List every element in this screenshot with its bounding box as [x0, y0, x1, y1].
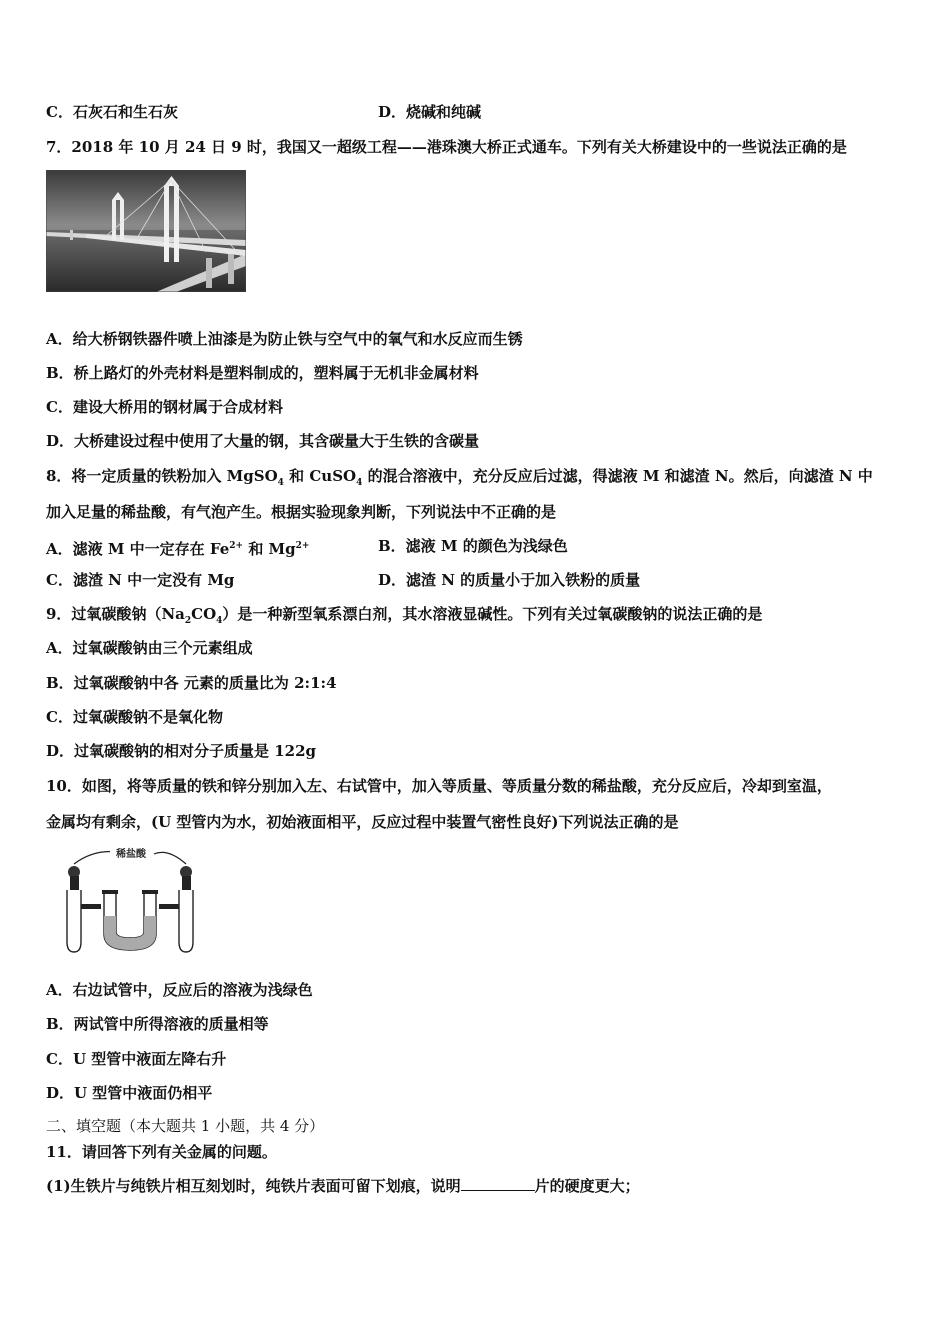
q11-part1: (1)生铁片与纯铁片相互刻划时，纯铁片表面可留下划痕，说明 片的硬度更大； — [46, 1177, 640, 1195]
q10-option-a: A．右边试管中，反应后的溶液为浅绿色 — [46, 981, 313, 999]
q7-option-a: A．给大桥钢铁器件喷上油漆是为防止铁与空气中的氧气和水反应而生锈 — [46, 330, 523, 348]
q8-option-d: D．滤渣 N 的质量小于加入铁粉的质量 — [378, 571, 641, 589]
q9-option-b: B．过氧碳酸钠中各 元素的质量比为 2:1:4 — [46, 674, 337, 692]
q7-option-c: C．建设大桥用的钢材属于合成材料 — [46, 398, 283, 416]
q8-option-b: B．滤液 M 的颜色为浅绿色 — [378, 537, 568, 555]
q9-option-a: A．过氧碳酸钠由三个元素组成 — [46, 639, 253, 657]
q10-stem-line1: 10．如图，将等质量的铁和锌分别加入左、右试管中，加入等质量、等质量分数的稀盐酸，充分反应后，冷却到室温， — [46, 777, 832, 795]
q9-option-c: C．过氧碳酸钠不是氧化物 — [46, 708, 223, 726]
q10-option-d: D．U 型管中液面仍相平 — [46, 1084, 213, 1102]
q7-option-d: D．大桥建设过程中使用了大量的钢，其含碳量大于生铁的含碳量 — [46, 432, 480, 450]
q6-option-c: C．石灰石和生石灰 — [46, 103, 178, 121]
q10-option-b: B．两试管中所得溶液的质量相等 — [46, 1015, 269, 1033]
q10-stem-line2: 金属均有剩余，(U 型管内为水，初始液面相平，反应过程中装置气密性良好)下列说法正确的是 — [46, 813, 679, 831]
q8-option-a: A．滤液 M 中一定存在 $Fe^{2+}$ 和 $Mg^{2+}$ — [46, 540, 310, 558]
q6-option-d: D．烧碱和纯碱 — [378, 103, 482, 121]
q9-option-d: D．过氧碳酸钠的相对分子质量是 122g — [46, 742, 317, 760]
q7-stem: 7．2018 年 10 月 24 日 9 时，我国又一超级工程——港珠澳大桥正式通车。下列有关大桥建设中的一些说法正确的是 — [46, 138, 847, 156]
q8-stem-line1: 8．将一定质量的铁粉加入 MgSO$_4$ 和 CuSO$_4$ 的混合溶液中，充分反应后过滤，得滤液 M 和滤渣 N。然后，向滤渣 N 中 — [46, 467, 873, 488]
q7-option-b: B．桥上路灯的外壳材料是塑料制成的，塑料属于无机非金属材料 — [46, 364, 479, 382]
q8-stem-line2: 加入足量的稀盐酸，有气泡产生。根据实验现象判断，下列说法中不正确的是 — [46, 503, 557, 521]
figure-label-dilute-hcl: 稀盐酸 — [116, 849, 146, 860]
answer-blank[interactable] — [461, 1176, 535, 1191]
section-heading: 二、填空题（本大题共 1 小题，共 4 分） — [46, 1117, 325, 1135]
q8-option-c: C．滤渣 N 中一定没有 Mg — [46, 571, 235, 589]
q11-stem: 11．请回答下列有关金属的问题。 — [46, 1143, 277, 1161]
q10-option-c: C．U 型管中液面左降右升 — [46, 1050, 227, 1068]
q9-stem: 9．过氧碳酸钠$(Na_2CO_4)$是一种新型氧系漂白剂，其水溶液显碱性。下列有关过氧碳酸钠的说法正确的是 — [46, 605, 763, 626]
bridge-photo — [46, 170, 246, 292]
u-tube-apparatus-figure — [58, 842, 208, 960]
